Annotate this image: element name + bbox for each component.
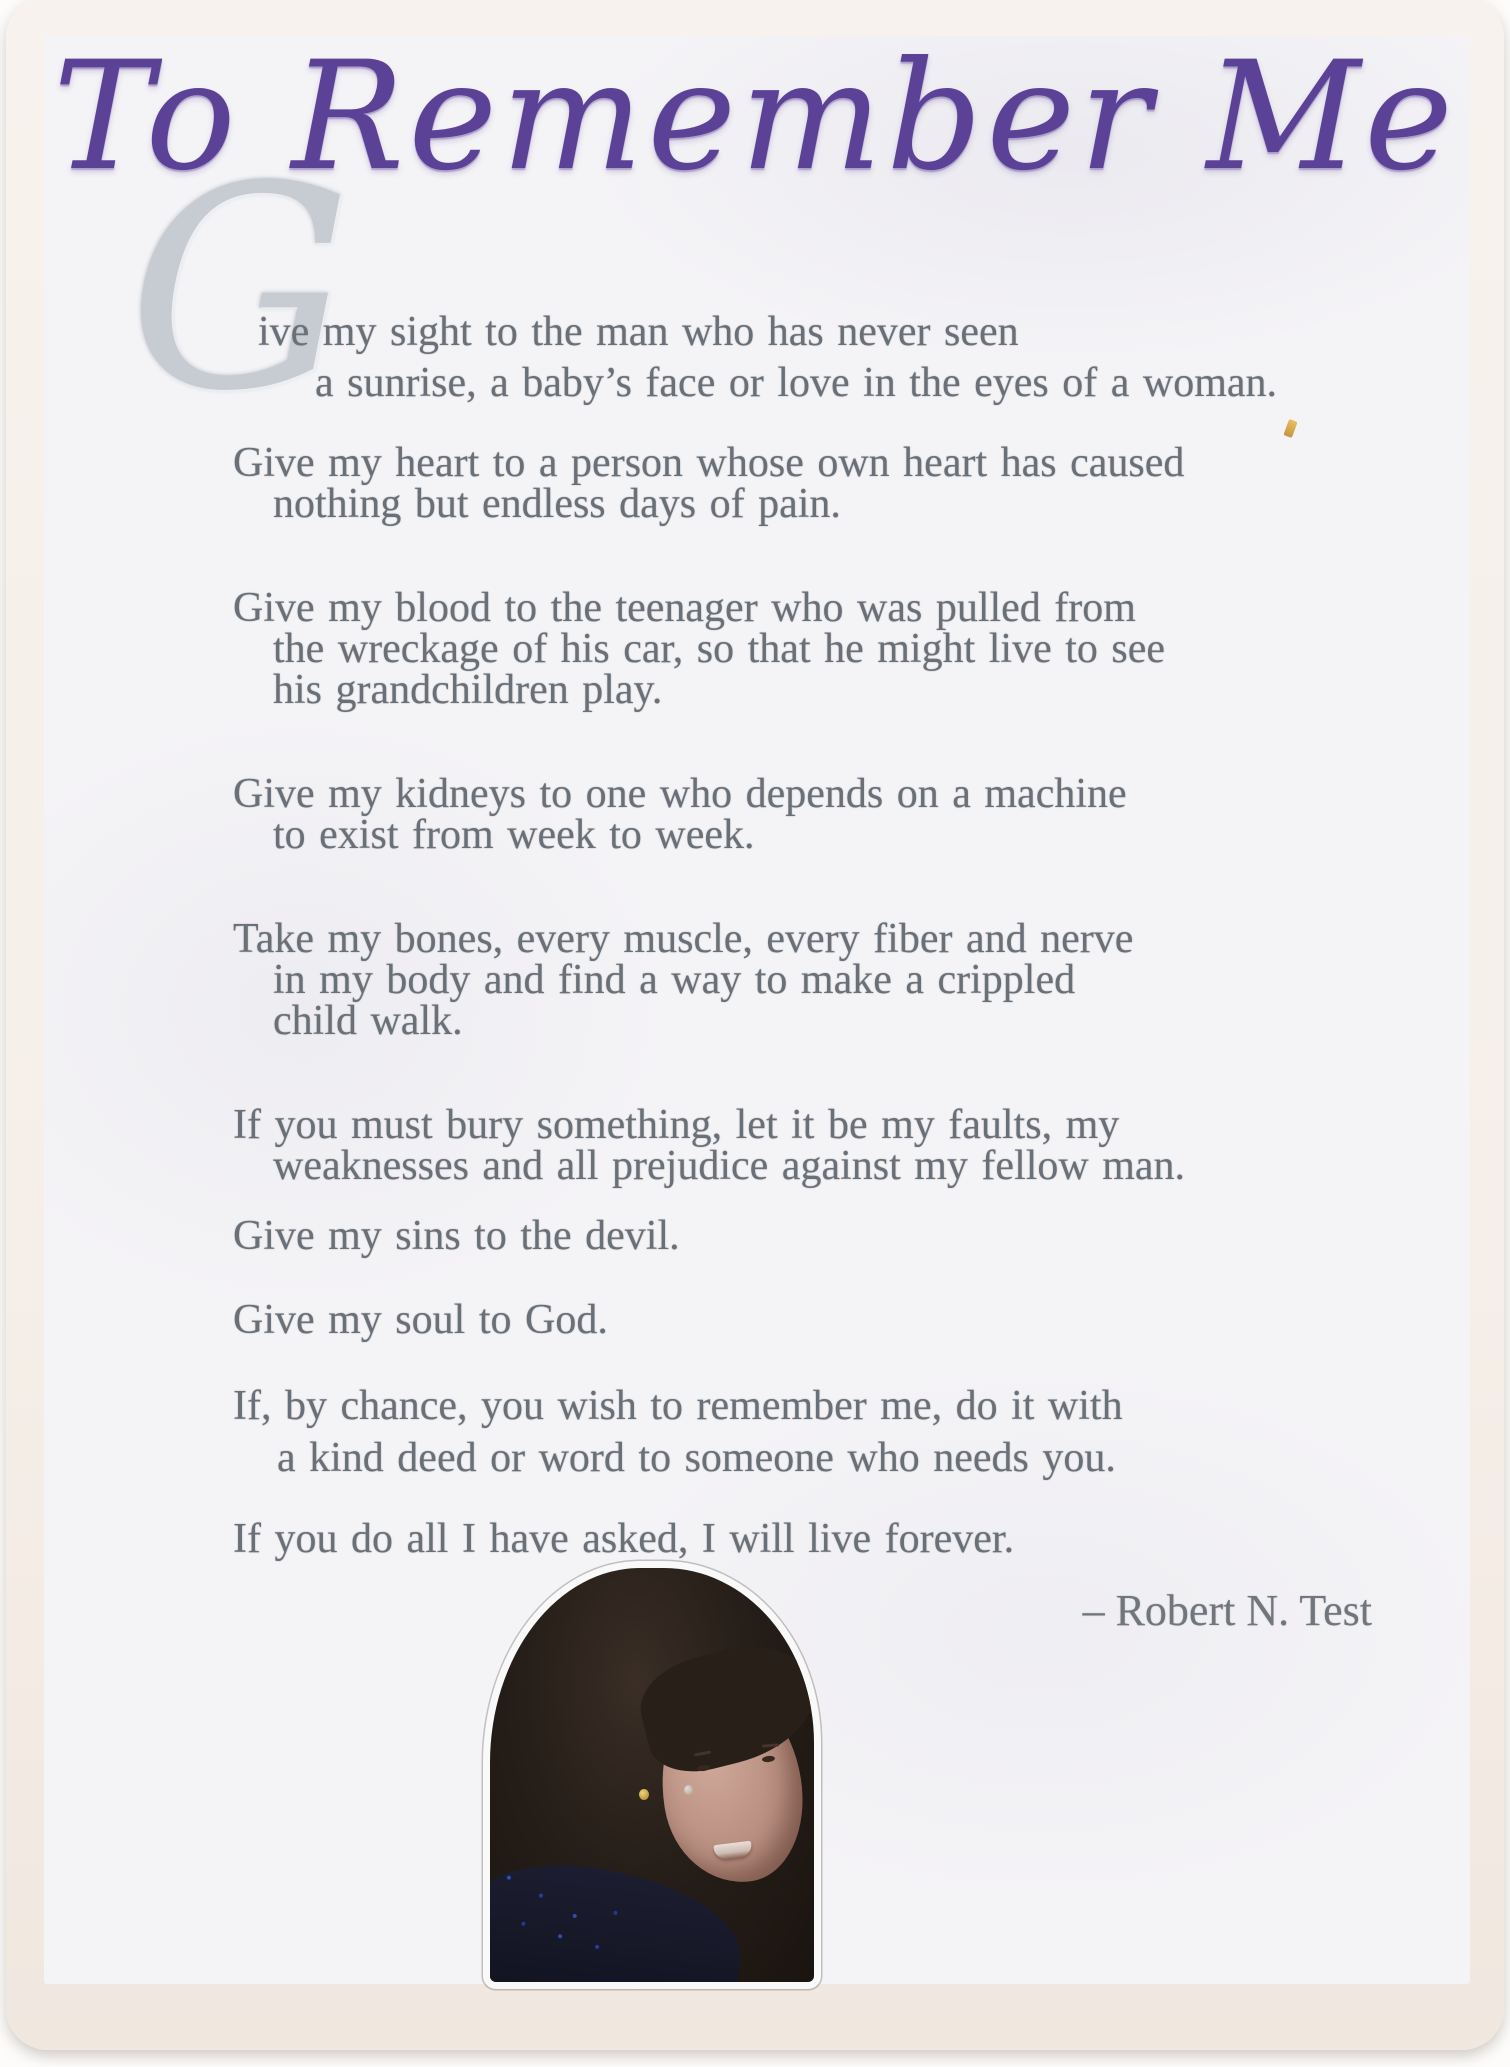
poem-paragraph [233,1102,1186,1189]
poem-paragraph [233,771,1127,858]
gold-earring [639,1789,649,1800]
poem-paragraph [233,1516,1015,1562]
poem-line: in my body and find a way to make a crippled [273,957,1076,1003]
poem-paragraph [233,1380,1123,1484]
poem-line: to exist from week to week. [273,812,755,858]
drop-cap-letter-g: G [128,127,352,453]
poem-paragraph [233,440,1185,527]
poem-paragraph [233,585,1166,713]
poem-line: weaknesses and all prejudice against my fellow man. [273,1143,1186,1189]
poem-paragraph [233,1297,608,1343]
poem-line: ive my sight to the man who has never seen [258,309,1019,355]
attribution: – Robert N. Test [1082,1586,1372,1635]
poem-line: Give my blood to the teenager who was pulled from [233,585,1136,631]
portrait-photo [490,1568,814,1982]
poem-line: Give my sins to the devil. [233,1213,680,1259]
poem-line: Take my bones, every muscle, every fiber and nerve [233,916,1134,962]
poem-line: Give my kidneys to one who depends on a machine [233,771,1127,817]
poem-paragraph [233,916,1134,1044]
portrait-photo-cutout [490,1568,814,1982]
poem-line: the wreckage of his car, so that he might live to see [273,626,1166,672]
poem-line: nothing but endless days of pain. [273,481,841,527]
scan-artifact-mark [1283,419,1297,438]
poem-line: child walk. [273,998,463,1044]
poem-title: To Remember Me [53,30,1457,204]
poem-line: his grandchildren play. [273,667,663,713]
poem-line: a kind deed or word to someone who needs you. [277,1435,1116,1481]
poem-paragraph [258,307,1277,409]
poem-line: Give my soul to God. [233,1297,608,1343]
clothing-pattern [506,1876,510,1880]
poem-line: Give my heart to a person whose own heart has caused [233,440,1185,486]
poem-paragraph [233,1213,680,1259]
poem-line: If you must bury something, let it be my faults, my [233,1102,1120,1148]
poem-line: a sunrise, a baby’s face or love in the eyes of a woman. [315,360,1278,406]
poem-line: If you do all I have asked, I will live forever. [233,1516,1015,1562]
poem-line: If, by chance, you wish to remember me, do it with [233,1383,1123,1429]
